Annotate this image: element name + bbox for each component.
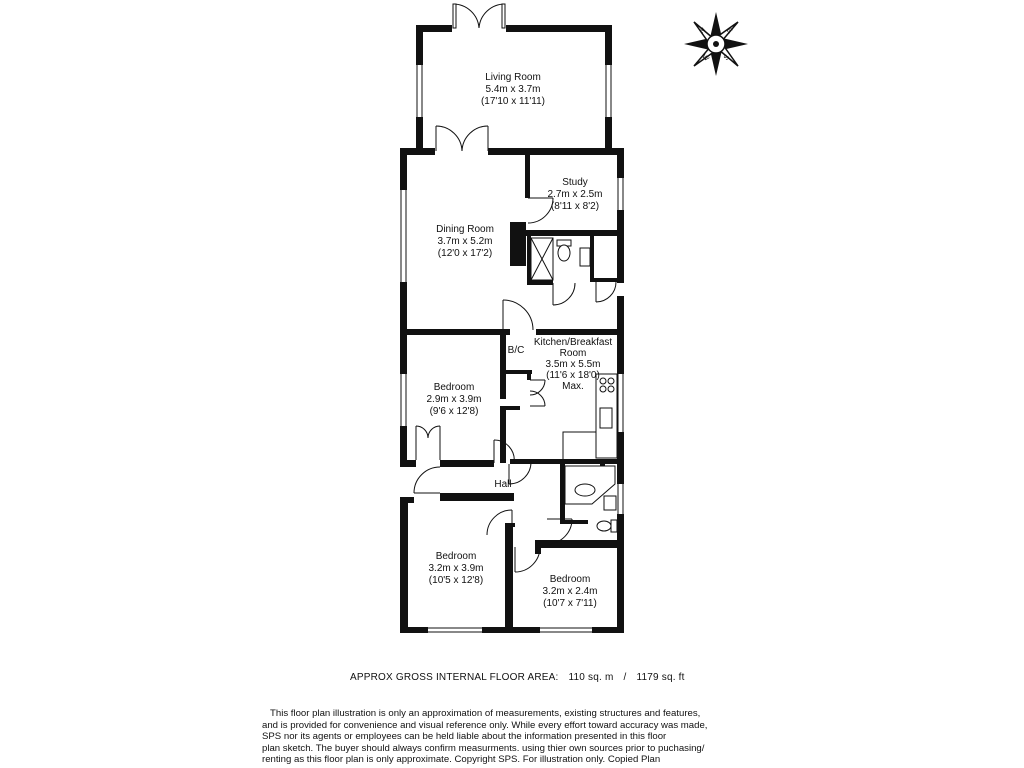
disclaimer-line: SPS nor its agents or employees can be held liable about the information presented in this floor: [262, 731, 667, 743]
living-room-metric: 5.4m x 3.7m: [485, 84, 541, 95]
compass-s: S: [722, 53, 732, 63]
compass-e: E: [724, 26, 734, 36]
disclaimer-line: This floor plan illustration is only an approximation of measurements, existing structures and features,: [270, 708, 701, 719]
basin-2-icon: [604, 496, 616, 510]
living-room-name: Living Room: [485, 72, 541, 83]
bedroom3-name: Bedroom: [549, 574, 591, 585]
floor-area-line: [350, 672, 695, 683]
disclaimer-line: plan sketch. The buyer should always confirm measurments. using thier own sources prior to puchasing/: [262, 742, 705, 754]
dining-room-imperial: (12'0 x 17'2): [437, 248, 493, 259]
bedroom1-imperial: (9'6 x 12'8): [429, 406, 479, 417]
bedroom2-name: Bedroom: [435, 551, 477, 562]
toilet-2-icon: [597, 520, 617, 532]
compass-n: N: [698, 26, 708, 36]
dining-room-metric: 3.7m x 5.2m: [437, 236, 493, 247]
study-metric: 2.7m x 2.5m: [547, 189, 603, 200]
floor-area-separator: /: [623, 672, 627, 683]
study-name: Study: [562, 177, 588, 188]
hall-name: Hall: [494, 479, 512, 490]
dining-room-name: Dining Room: [436, 224, 494, 235]
living-room-imperial: (17'10 x 11'11): [480, 96, 546, 107]
kitchen-metric: 3.5m x 5.5m: [545, 359, 601, 370]
bedroom3-imperial: (10'7 x 7'11): [543, 598, 597, 609]
bedroom2-metric: 3.2m x 3.9m: [428, 563, 484, 574]
kitchen-name-2: Room: [559, 348, 587, 359]
kitchen-note: Max.: [562, 381, 584, 392]
toilet-icon: [557, 240, 571, 261]
boiler-cupboard-label: B/C: [507, 345, 525, 356]
floor-area-imperial: 1179 sq. ft: [636, 672, 685, 683]
walls: [400, 25, 624, 633]
disclaimer-line: renting as this floor plan is only approximate. Copyright SPS. For illustration only. Copied Plan: [262, 754, 661, 766]
floor-area-label: APPROX GROSS INTERNAL FLOOR AREA:: [350, 672, 559, 683]
bedroom1-metric: 2.9m x 3.9m: [426, 394, 482, 405]
sink-icon: [600, 408, 612, 428]
floor-area-metric: 110 sq. m: [568, 672, 614, 683]
disclaimer-line: and is provided for convenience and visual reference only. While every effort toward accuracy was made,: [262, 719, 708, 731]
disclaimer: [262, 708, 762, 766]
bedroom1-name: Bedroom: [433, 382, 475, 393]
compass-rose-icon: [684, 12, 748, 76]
kitchen-name-1: Kitchen/Breakfast: [533, 337, 613, 348]
basin-icon: [580, 248, 590, 266]
study-imperial: (8'11 x 8'2): [550, 201, 600, 212]
kitchen-imperial: (11'6 x 18'0): [546, 370, 600, 381]
compass-w: W: [700, 53, 710, 63]
bedroom3-metric: 3.2m x 2.4m: [542, 586, 598, 597]
bedroom2-imperial: (10'5 x 12'8): [428, 575, 484, 586]
